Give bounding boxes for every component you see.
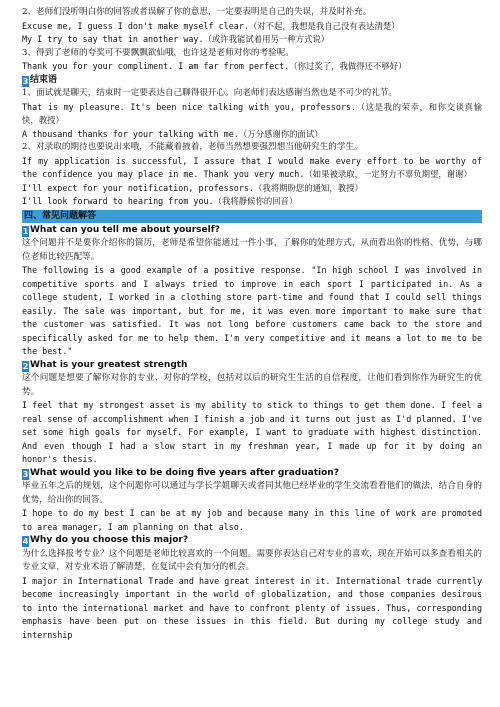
intro-line: 3、得到了老师的夸奖可不要飘飘欲仙哦，也许这是老师对你的考验呢。 bbox=[22, 47, 294, 58]
question-3-title: What would you like to be doing five years after graduation? bbox=[30, 467, 339, 478]
section-3-line: 2、对录取的期待也要说出来哦，不能藏着掖着，老师当然想要强烈想当他研究生的学生。 bbox=[22, 142, 363, 152]
question-2-explain: 这个问题是想要了解你对你的专业、对你的学校，包括对以后的研究生生活的自信程度，让他们看到你作为研究生的优势。 bbox=[22, 373, 482, 397]
section-3-line: 1、面试就是聊天，结束时一定要表达自己聊得很开心。向老师们表达感谢当然也是不可少的礼节。 bbox=[22, 88, 398, 98]
section-3-line: If my application is successful, I assure that I would make every effort to be worthy of the confidence you may place in me. Thank you very much.（如果被录取，一定努力不辜负期望，谢谢） bbox=[22, 155, 482, 179]
question-2-heading bbox=[22, 359, 482, 373]
intro-line: My I try to say that in another way.（或许我能试着用另一种方式说） bbox=[22, 34, 330, 44]
question-1-answer: The following is a good example of a positive response. "In high school I was involved in competitive sports and I always tried to improve in each sport I participated in. As a college student, I worked in a clothing store part-time and found that I could sell things easily. The sale was important, but for me, it was even more important to make sure that the customer was satisfied. It was not long before customers came back to the store and specifically asked for me to help them. I'm very competitive and it means a lot to me to be the best." bbox=[22, 265, 482, 356]
question-1-explain: 这个问题并不是要你介绍你的简历，老师是希望你能通过一件小事，了解你的处理方式，从而看出你的性格、优势，与哪位老师比较匹配等。 bbox=[22, 238, 482, 262]
question-3-heading bbox=[22, 467, 482, 481]
section-3-title: 结束语 bbox=[30, 74, 58, 85]
question-4-number: 4 bbox=[22, 537, 29, 546]
question-2-number: 2 bbox=[22, 361, 29, 371]
question-2-title: What is your greatest strength bbox=[30, 359, 188, 370]
section-4-heading: 四、常见问题解答 bbox=[22, 210, 482, 223]
question-4-explain: 为什么选择报考专业？这个问题是老师比较喜欢的一个问题。需要你表达自己对专业的喜欢，现在开始可以多查看相关的专业文章，对专业术语了解清楚，在复试中会有加分的机会。 bbox=[22, 548, 482, 572]
intro-line: 2、老师们没听明白你的回答或者误解了你的意思，一定要表明是自己的失误，并及时补充。 bbox=[22, 7, 372, 17]
section-3-line: I'll look forward to hearing from you.（我将静候你的回音） bbox=[22, 196, 298, 206]
question-1-title: What can you tell me about yourself? bbox=[30, 224, 220, 235]
question-4-title: Why do you choose this major? bbox=[30, 535, 189, 545]
question-1-heading bbox=[22, 224, 482, 238]
section-3-line: That is my pleasure. It's been nice talking with you, professors.（这是我的荣幸，和你交谈真愉快，教授） bbox=[22, 101, 482, 125]
intro-line: Thank you for your compliment. I am far from perfect.（你过奖了，我做得还不够好） bbox=[22, 61, 407, 71]
question-3-explain: 毕业五年之后的规划，这个问题你可以通过与学长学姐聊天或者同其他已经毕业的学生交流看看他们的做法，结合自身的优势，给出你的回答。 bbox=[22, 481, 482, 505]
section-3-line: I'll expect for your notification, professors.（我将期盼您的通知，教授） bbox=[22, 182, 363, 193]
intro-line: Excuse me, I guess I don't make myself clear.（对不起，我想是我自己没有表达清楚） bbox=[22, 20, 400, 31]
question-1-number: 1 bbox=[22, 226, 29, 236]
question-3-number: 3 bbox=[22, 469, 29, 479]
question-3-answer: I hope to do my best I can be at my job and because many in this line of work are promoted to area manager, I am planning on that also. bbox=[22, 508, 482, 532]
section-3-number: 3 bbox=[22, 76, 29, 86]
section-3-heading bbox=[22, 74, 482, 88]
question-4-heading bbox=[22, 534, 482, 548]
question-2-answer: I feel that my strongest asset is my ability to stick to things to get them done. I feel a real sense of accomplishment when I finish a job and it turns out just as I'd planned. I've set some high goals for myself. For example, I want to graduate with highest distinction. And even though I had a slow start in my freshman year, I made up for it by doing an honor's thesis. bbox=[22, 400, 482, 464]
section-3-line: A thousand thanks for your talking with me.（万分感谢你的面试） bbox=[22, 128, 323, 139]
question-4-answer: I major in International Trade and have great interest in it. International trade currently become increasingly important in the world of globalization, and those companies desirous to into the international market and have to confront plenty of issues. Thus, corresponding emphasis have been put on these issues in this field. But during my college study and internship bbox=[22, 575, 482, 640]
